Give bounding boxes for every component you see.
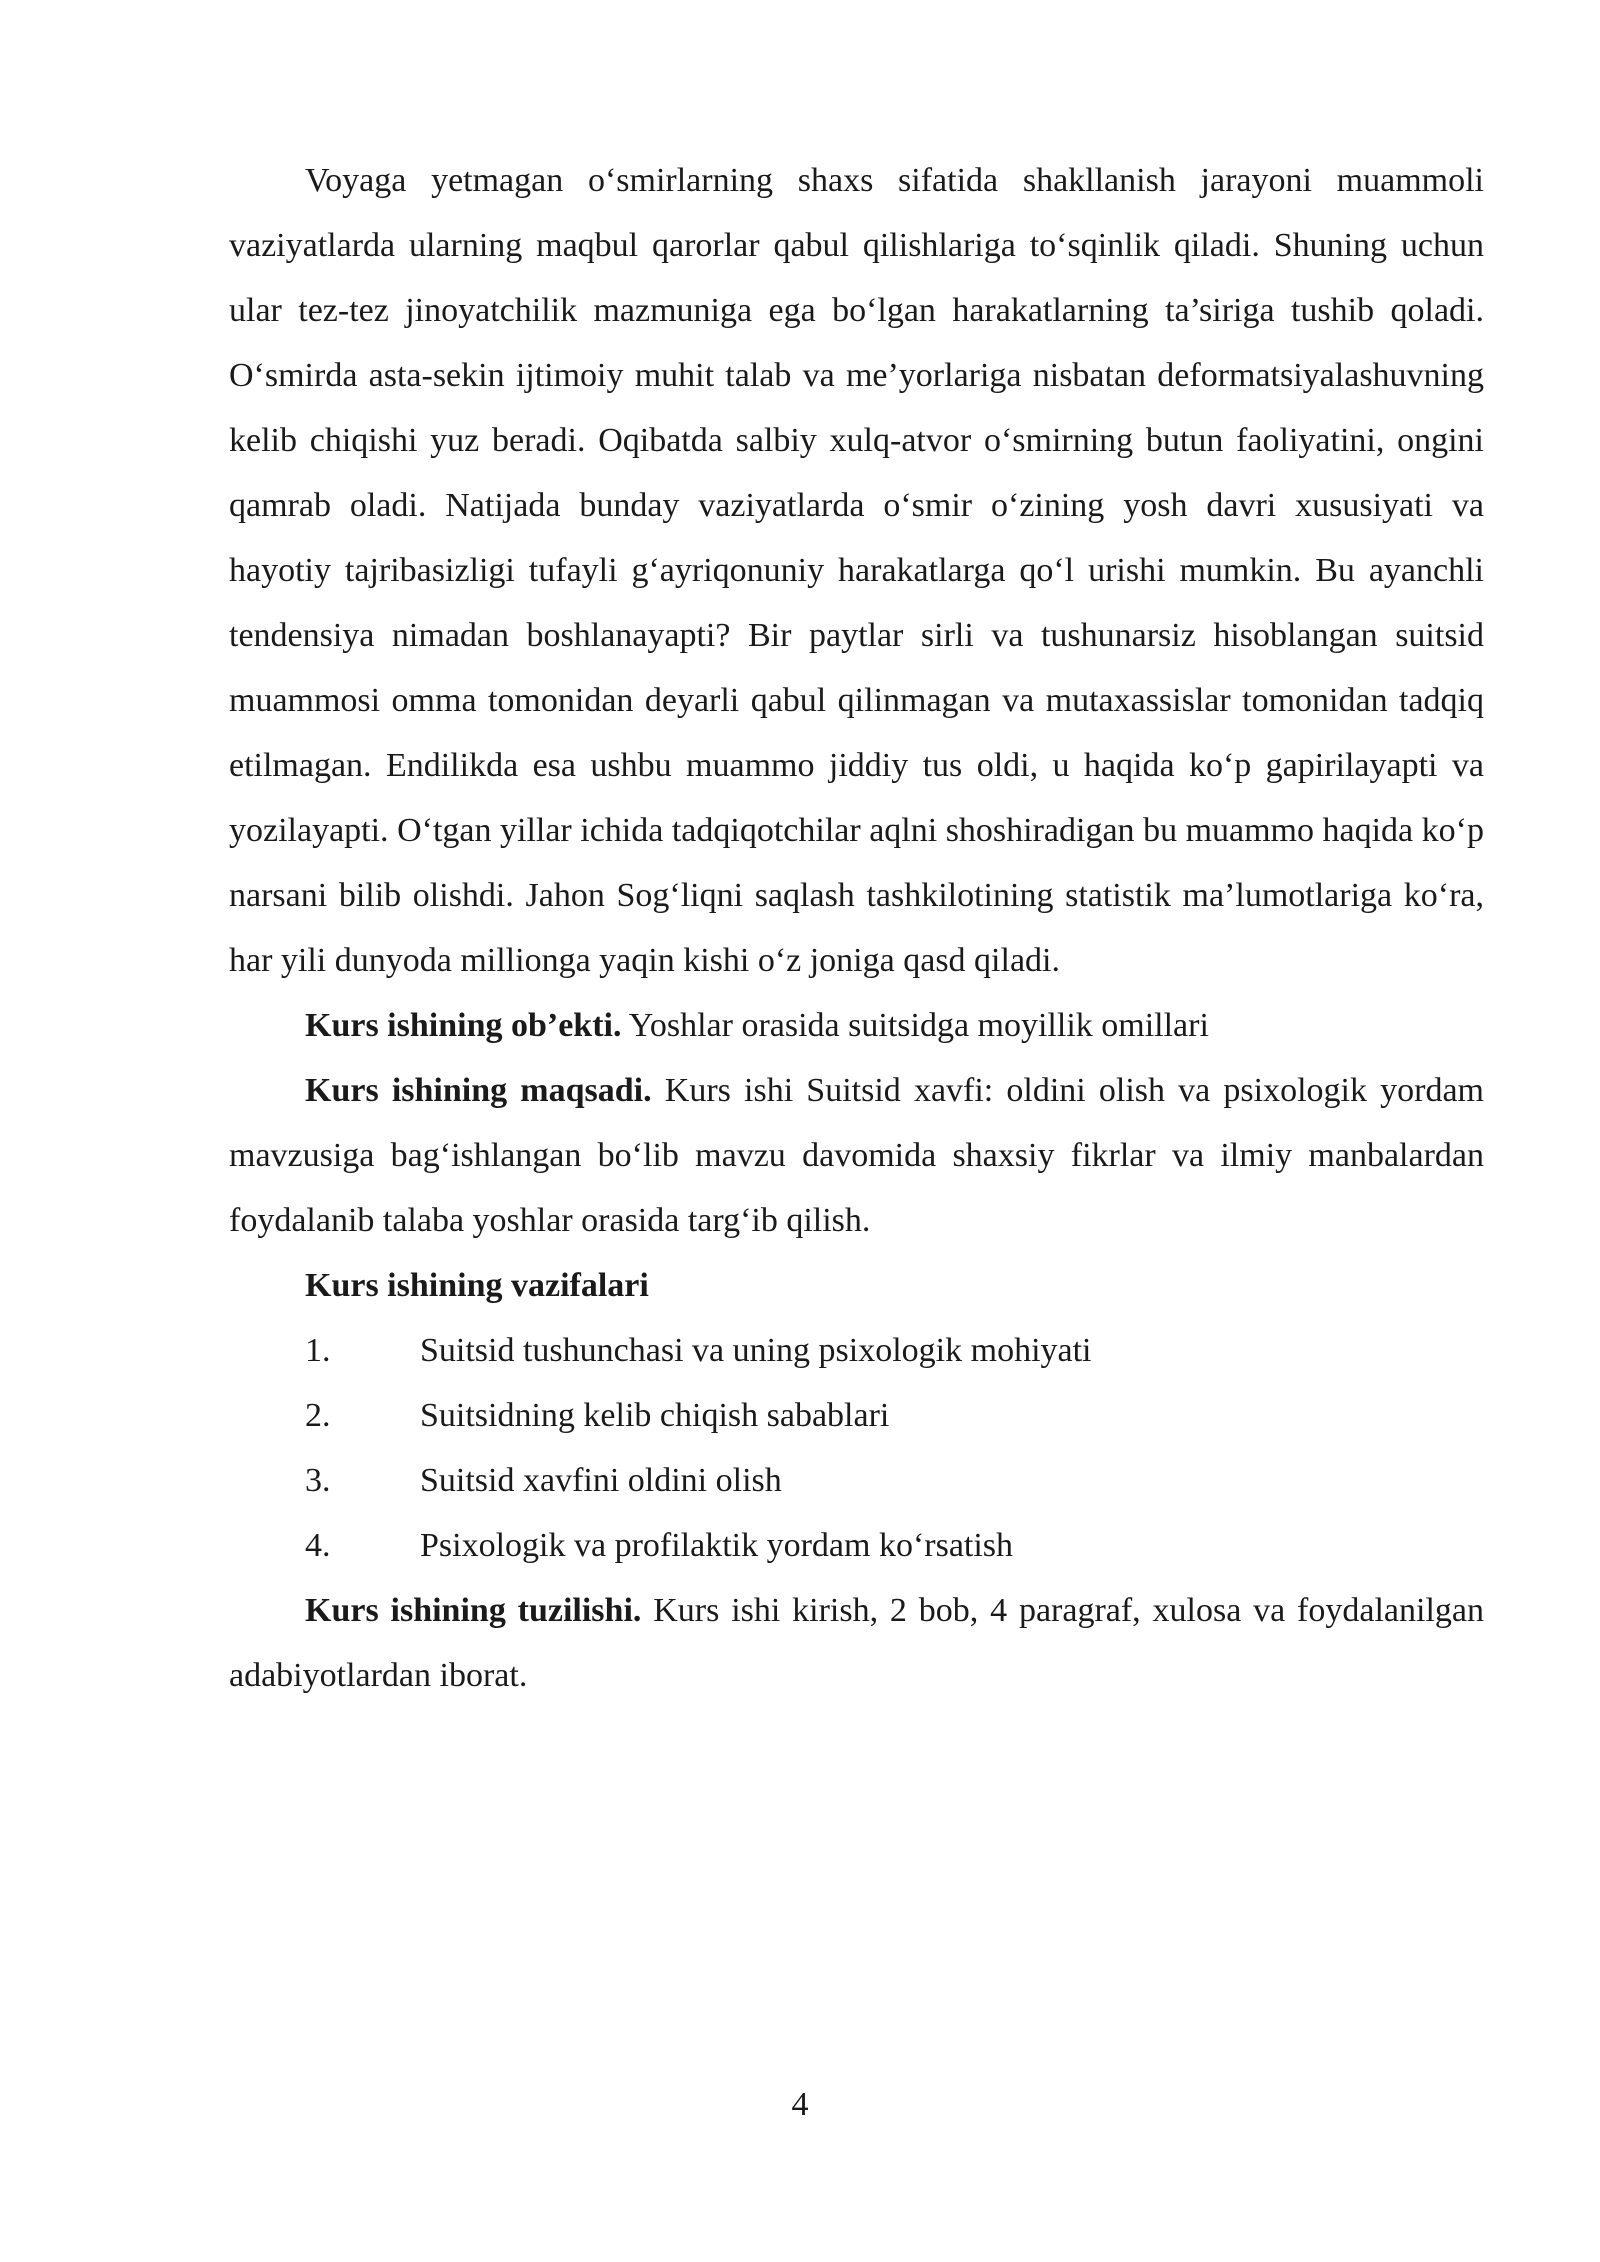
list-item [229, 1448, 1484, 1513]
structure-label: Kurs ishining tuzilishi. [305, 1592, 642, 1629]
object-text: Yoshlar orasida suitsidga moyillik omillari [621, 1007, 1209, 1044]
object-label: Kurs ishining ob’ekti. [305, 1007, 622, 1044]
list-item-text: Suitsidning kelib chiqish sabablari [420, 1397, 890, 1434]
list-item-text: Psixologik va profilaktik yordam ko‘rsatish [420, 1527, 1014, 1564]
list-item-number: 2. [305, 1397, 331, 1434]
page-number: 4 [791, 2086, 809, 2123]
object-paragraph [229, 993, 1484, 1058]
list-item-number: 3. [305, 1462, 331, 1499]
body-text [229, 148, 1484, 1708]
tasks-heading: Kurs ishining vazifalari [305, 1267, 649, 1304]
goal-paragraph [229, 1058, 1484, 1253]
tasks-list [229, 1318, 1484, 1578]
goal-text: Kurs ishi Suitsid xavfi: oldini olish va psixologik yordam mavzusiga bag‘ishlangan bo‘lib mavzu davomida shaxsiy fikrlar va ilmiy manbalardan foydalanib talaba yoshlar orasida targ‘ib qilish. [229, 1072, 1485, 1239]
list-item [229, 1383, 1484, 1448]
list-item-number: 4. [305, 1527, 331, 1564]
structure-paragraph [229, 1578, 1484, 1708]
list-item-text: Suitsid tushunchasi va uning psixologik mohiyati [420, 1332, 1092, 1369]
structure-text: Kurs ishi kirish, 2 bob, 4 paragraf, xulosa va foydalanilgan adabiyotlardan iborat. [229, 1592, 1484, 1694]
list-item [229, 1318, 1484, 1383]
list-item-text: Suitsid xavfini oldini olish [420, 1462, 782, 1499]
goal-label: Kurs ishining maqsadi. [305, 1072, 652, 1109]
intro-paragraph: Voyaga yetmagan o‘smirlarning shaxs sifatida shakllanish jarayoni muammoli vaziyatlarda ularning maqbul qarorlar qabul qilishlariga to‘sqinlik qiladi. Shuning uchun ular tez-tez jinoyatchilik mazmuniga ega bo‘lgan harakatlarning ta’siriga tushib qoladi. O‘smirda asta-sekin ijtimoiy muhit talab va me’yorlariga nisbatan deformatsiyalashuvning kelib chiqishi yuz beradi. Oqibatda salbiy xulq-atvor o‘smirning butun faoliyatini, ongini qamrab oladi. Natijada bunday vaziyatlarda o‘smir o‘zining yosh davri xususiyati va hayotiy tajribasizligi tufayli g‘ayriqonuniy harakatlarga qo‘l urishi mumkin. Bu ayanchli tendensiya nimadan boshlanayapti? Bir paytlar sirli va tushunarsiz hisoblangan suitsid muammosi omma tomonidan deyarli qabul qilinmagan va mutaxassislar tomonidan tadqiq etilmagan. Endilikda esa ushbu muammo jiddiy tus oldi, u haqida ko‘p gapirilayapti va yozilayapti. O‘tgan yillar ichida tadqiqotchilar aqlni shoshiradigan bu muammo haqida ko‘p narsani bilib olishdi. Jahon Sog‘liqni saqlash tashkilotining statistik ma’lumotlariga ko‘ra, har yili dunyoda millionga yaqin kishi o‘z joniga qasd qiladi. [229, 162, 1484, 979]
list-item [229, 1513, 1484, 1578]
list-item-number: 1. [305, 1332, 331, 1369]
